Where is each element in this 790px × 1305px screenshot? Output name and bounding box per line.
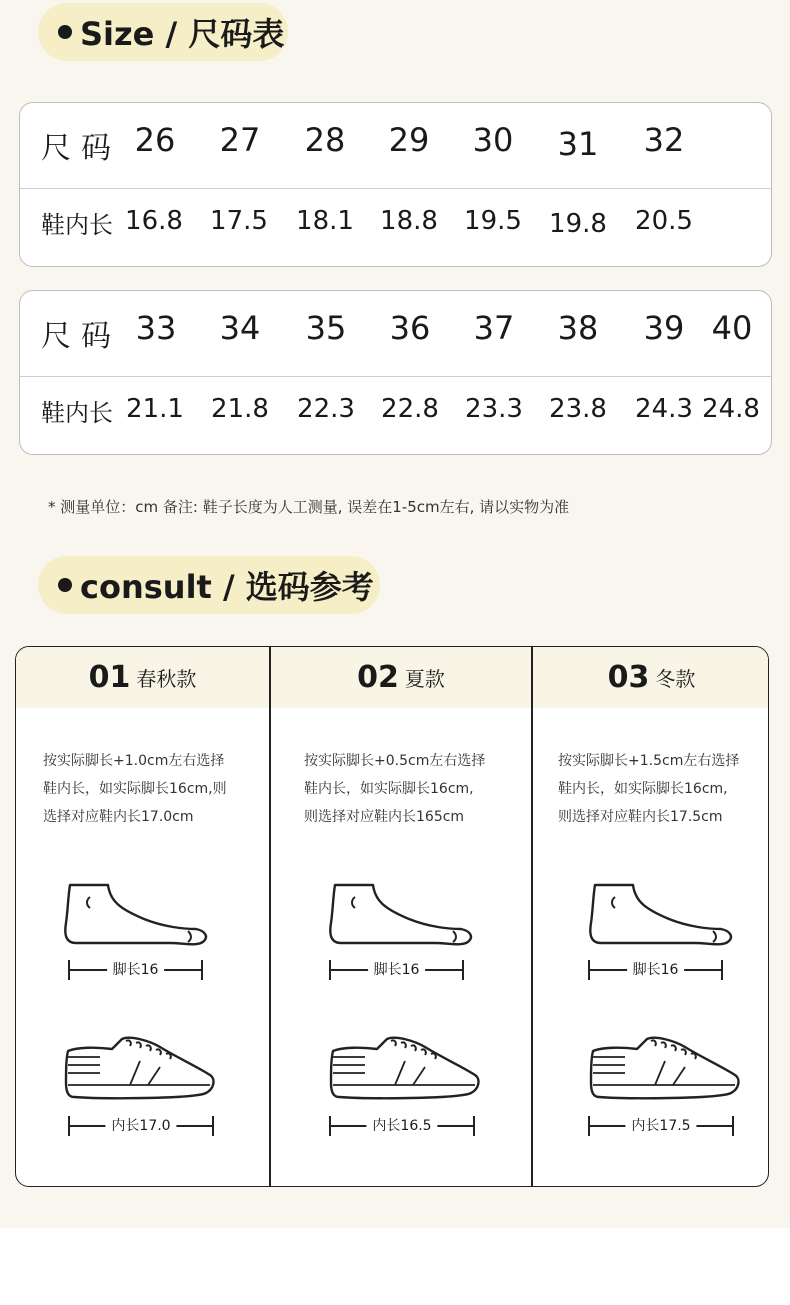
length-cell: 17.5 — [210, 206, 268, 236]
shoe-icon — [585, 1033, 745, 1103]
consult-column-summer — [271, 647, 531, 1186]
row-divider — [20, 376, 771, 377]
length-cell: 23.3 — [465, 394, 523, 424]
size-cell: 36 — [389, 309, 431, 347]
foot-length-label: 脚长16 — [627, 960, 685, 980]
foot-length-label: 脚长16 — [368, 960, 426, 980]
foot-length-measure — [329, 960, 464, 980]
length-cell: 19.8 — [549, 209, 607, 239]
column-season: 春秋款 — [136, 667, 197, 691]
shoe-length-label: 内长17.5 — [625, 1116, 696, 1136]
size-cell: 28 — [304, 121, 346, 159]
length-cell: 18.8 — [380, 206, 438, 236]
length-cell: 21.1 — [126, 394, 184, 424]
size-cell: 26 — [134, 121, 176, 159]
consult-column-winter — [533, 647, 769, 1186]
length-cell: 21.8 — [211, 394, 269, 424]
size-cell: 40 — [711, 309, 753, 347]
shoe-length-measure — [329, 1116, 475, 1136]
foot-length-measure — [588, 960, 723, 980]
shoe-length-measure — [68, 1116, 214, 1136]
shoe-icon — [60, 1033, 220, 1103]
length-cell: 19.5 — [464, 206, 522, 236]
size-row-label: 尺码 — [41, 131, 121, 166]
size-cell: 37 — [473, 309, 515, 347]
column-description: 按实际脚长+1.0cm左右选择 鞋内长，如实际脚长16cm,则 选择对应鞋内长17.0cm — [43, 753, 227, 825]
bullet-icon — [58, 578, 72, 592]
consult-column-spring-autumn — [16, 647, 269, 1186]
column-title — [16, 647, 269, 708]
shoe-length-label: 内长17.0 — [105, 1116, 176, 1136]
length-cell: 20.5 — [635, 206, 693, 236]
column-number: 03 — [607, 660, 650, 695]
column-description: 按实际脚长+1.5cm左右选择 鞋内长，如实际脚长16cm, 则选择对应鞋内长17.5cm — [558, 753, 740, 825]
shoe-icon — [325, 1033, 485, 1103]
column-number: 02 — [357, 660, 399, 695]
size-cell: 33 — [135, 309, 177, 347]
length-row-label: 鞋内长 — [41, 399, 113, 427]
size-row-label: 尺码 — [41, 319, 121, 354]
size-cell: 31 — [557, 125, 599, 163]
size-cell: 29 — [388, 121, 430, 159]
length-cell: 23.8 — [549, 394, 607, 424]
foot-icon — [325, 879, 475, 949]
row-divider — [20, 188, 771, 189]
column-title — [271, 647, 531, 708]
foot-icon — [60, 879, 210, 949]
size-cell: 32 — [643, 121, 685, 159]
column-season: 夏款 — [404, 667, 445, 691]
size-cell: 39 — [643, 309, 685, 347]
foot-icon — [585, 879, 735, 949]
length-cell: 24.3 — [635, 394, 693, 424]
shoe-length-measure — [588, 1116, 734, 1136]
consult-table — [15, 646, 769, 1187]
size-table-2 — [19, 290, 772, 455]
size-cell: 38 — [557, 309, 599, 347]
column-season: 冬款 — [655, 667, 696, 691]
length-cell: 24.8 — [702, 394, 760, 424]
measurement-note: * 测量单位：cm 备注: 鞋子长度为人工测量, 误差在1-5cm左右, 请以实物为准 — [48, 498, 570, 516]
size-cell: 30 — [472, 121, 514, 159]
consult-section-title: consult / 选码参考 — [80, 568, 374, 606]
size-cell: 27 — [219, 121, 261, 159]
bullet-icon — [58, 25, 72, 39]
foot-length-measure — [68, 960, 203, 980]
foot-length-label: 脚长16 — [107, 960, 165, 980]
size-cell: 34 — [219, 309, 261, 347]
length-row-label: 鞋内长 — [41, 211, 113, 239]
column-title — [533, 647, 769, 708]
length-cell: 22.3 — [297, 394, 355, 424]
consult-section-header — [38, 556, 380, 614]
size-section-title: Size / 尺码表 — [80, 15, 285, 53]
size-table-1 — [19, 102, 772, 267]
shoe-length-label: 内长16.5 — [366, 1116, 437, 1136]
length-cell: 16.8 — [125, 206, 183, 236]
size-cell: 35 — [305, 309, 347, 347]
size-section-header — [38, 3, 288, 61]
column-description: 按实际脚长+0.5cm左右选择 鞋内长，如实际脚长16cm, 则选择对应鞋内长165cm — [304, 753, 486, 825]
length-cell: 18.1 — [296, 206, 354, 236]
length-cell: 22.8 — [381, 394, 439, 424]
column-number: 01 — [88, 660, 131, 695]
